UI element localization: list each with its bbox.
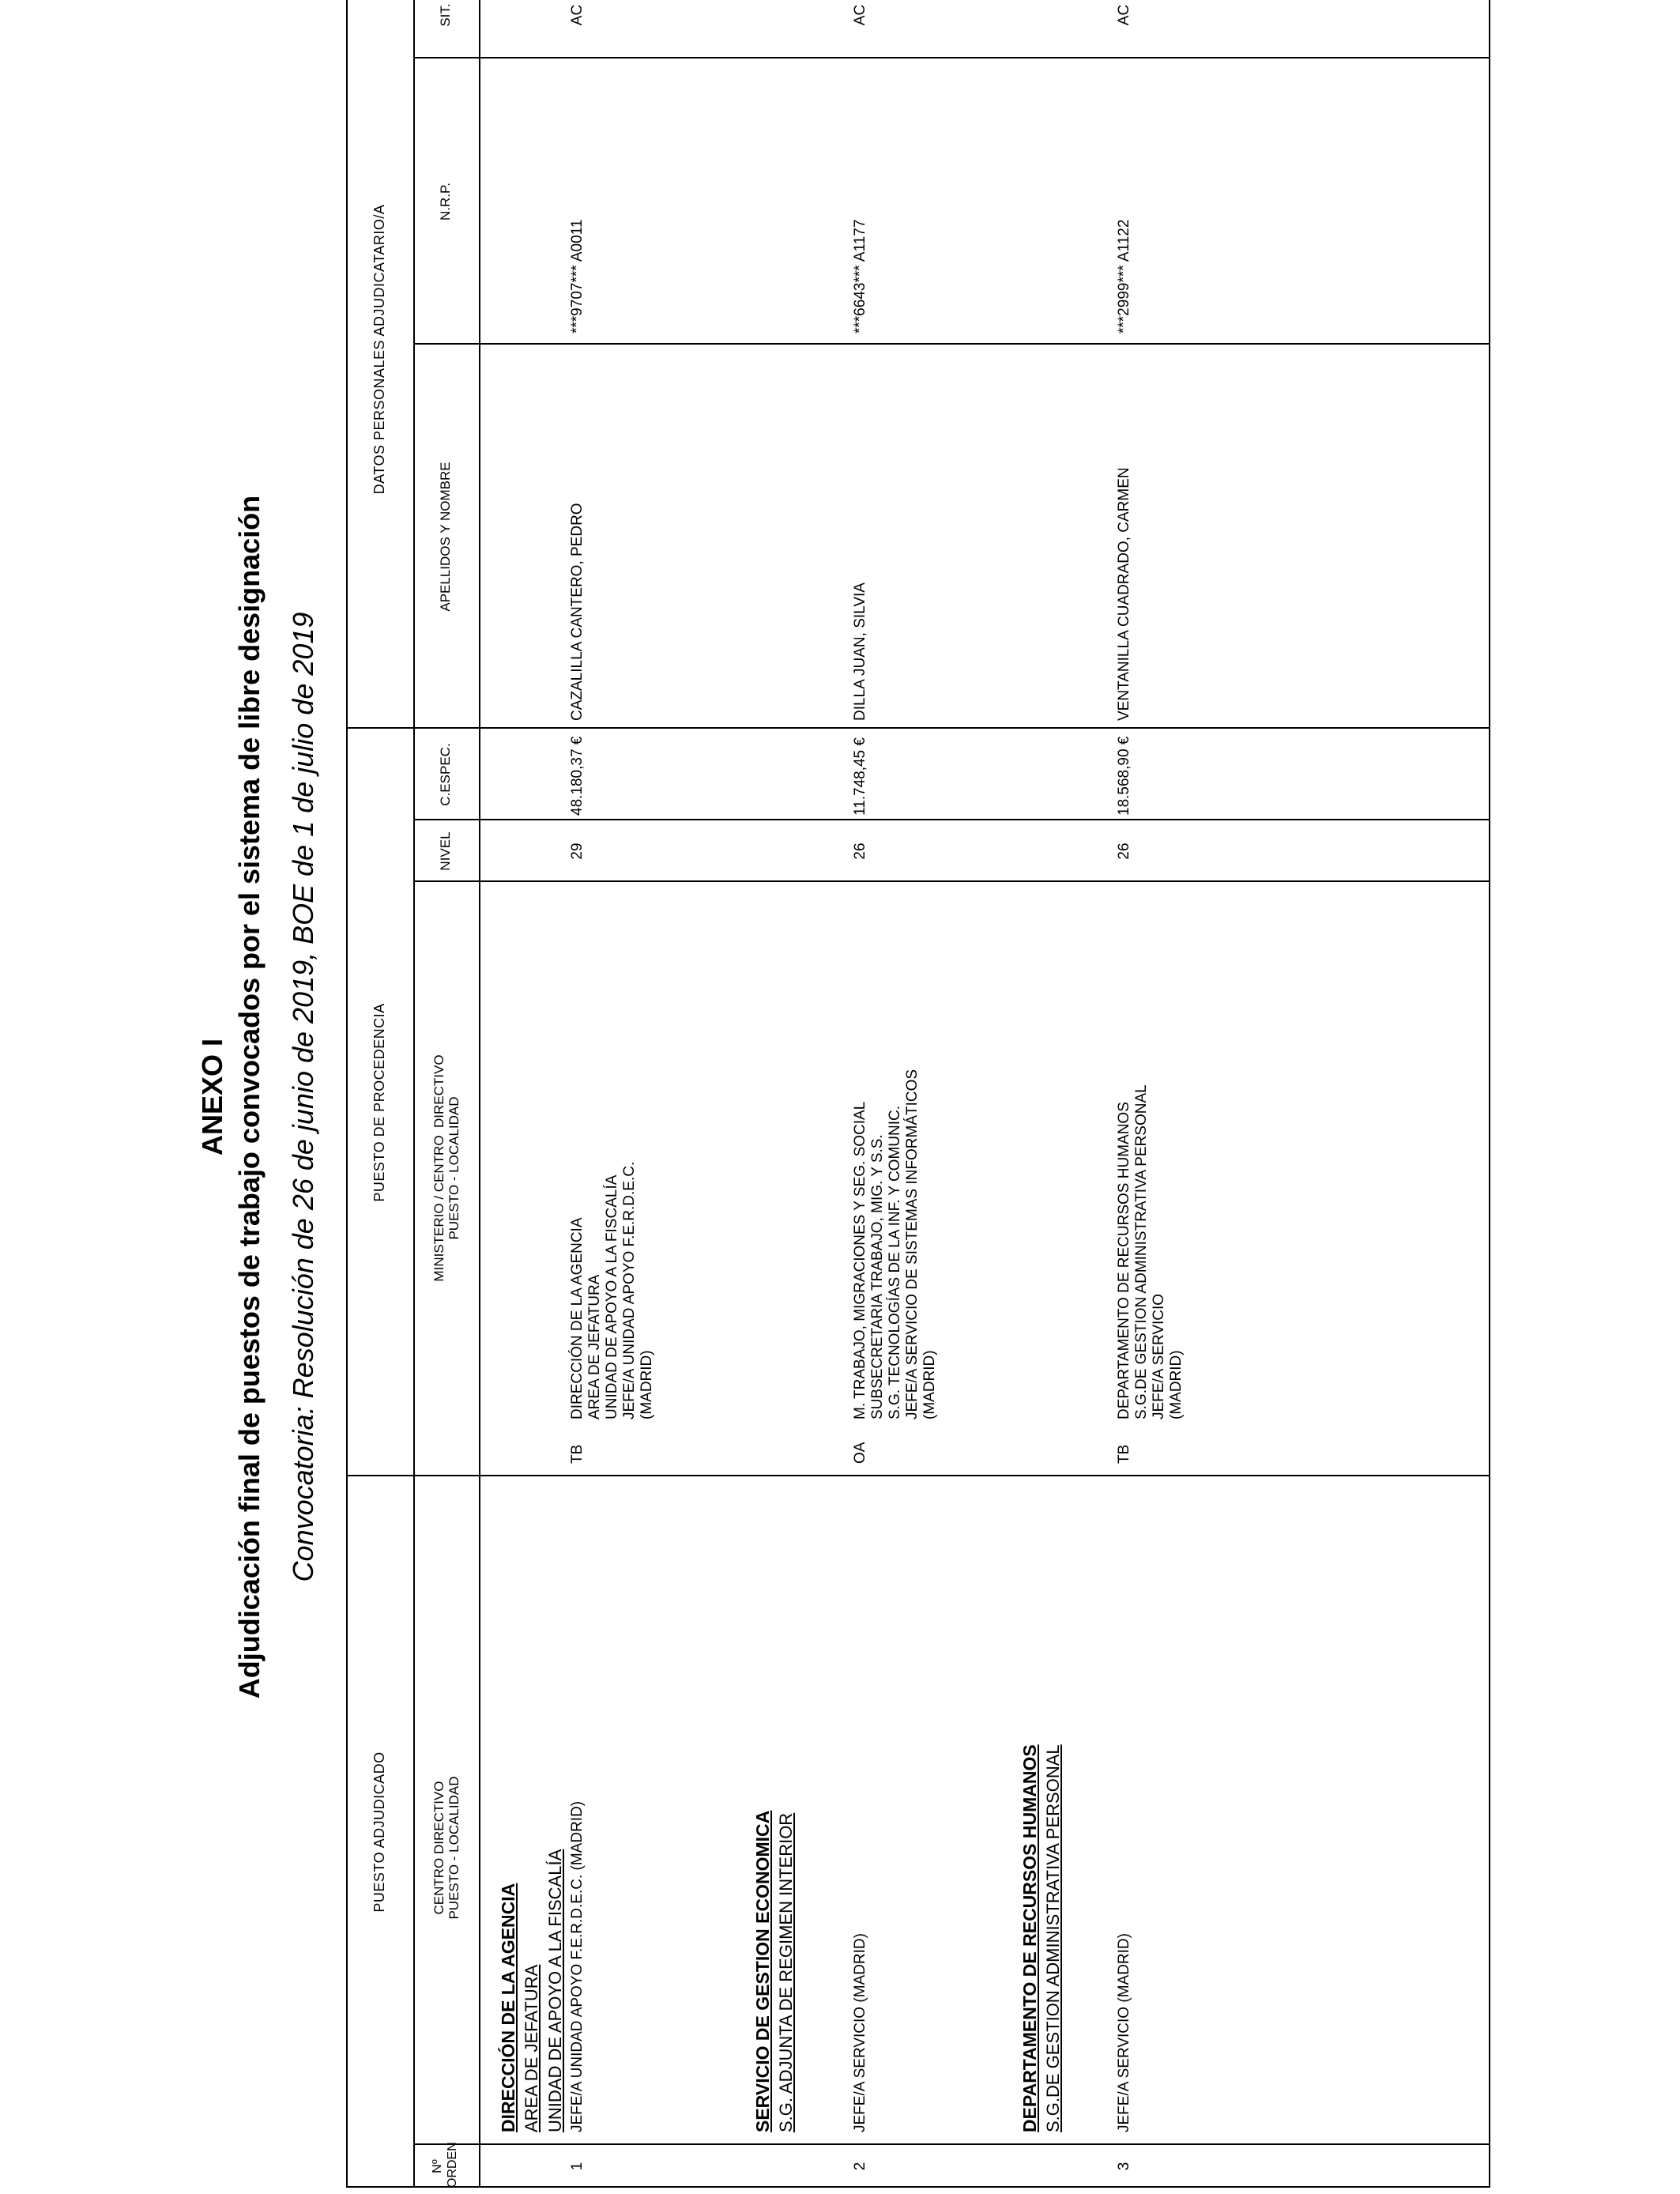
col-header-nivel: NIVEL <box>438 831 453 871</box>
row-tipo: OA <box>852 1442 868 1464</box>
unit-block-1 <box>496 1849 567 2132</box>
row-orden: 3 <box>1116 2162 1132 2171</box>
table-border-bottom <box>1489 0 1490 2188</box>
col-divider-group1 <box>346 1475 1490 1476</box>
row-nivel: 29 <box>569 843 586 860</box>
row-sit: AC <box>1116 4 1132 26</box>
row-orden: 2 <box>852 2162 868 2171</box>
row-nrp: ***6643*** A1177 <box>852 219 868 334</box>
row-sit: AC <box>569 4 586 26</box>
group-header-divider <box>413 0 415 2188</box>
row-nivel: 26 <box>852 843 868 860</box>
row-sit: AC <box>852 4 868 26</box>
row-cespec: 48.180,37 € <box>569 736 586 816</box>
unit-title: DEPARTAMENTO DE RECURSOS HUMANOS <box>1019 1744 1040 2132</box>
table-border-top <box>346 0 348 2188</box>
col-header-sit: SIT. <box>438 3 453 27</box>
row-cespec: 11.748,45 € <box>852 737 868 816</box>
col-header-apellidos: APELLIDOS Y NOMBRE <box>438 462 453 612</box>
column-header-divider <box>479 0 480 2188</box>
document-title: Adjudicación final de puestos de trabajo convocados por el sistema de libre designación <box>233 495 266 1699</box>
table-border-left <box>346 2186 1490 2188</box>
row-puesto: JEFE/A SERVICIO (MADRID) <box>1116 1933 1132 2132</box>
group-puesto-adjudicado: PUESTO ADJUDICADO <box>371 1751 387 1913</box>
row-tipo: TB <box>1116 1444 1132 1464</box>
row-puesto: JEFE/A SERVICIO (MADRID) <box>852 1933 868 2132</box>
row-procedencia: DIRECCIÓN DE LA AGENCIA AREA DE JEFATURA UNIDAD DE APOYO A LA FISCALÍA JEFE/A UNIDAD APOYO F.E.R.D.E.C. (MADRID) <box>569 1161 655 1419</box>
col-header-centro: CENTRO DIRECTIVO PUESTO - LOCALIDAD <box>431 1776 461 1920</box>
row-nivel: 26 <box>1116 843 1132 860</box>
unit-subtitle: UNIDAD DE APOYO A LA FISCALÍA <box>545 1849 565 2132</box>
col-divider-nrp <box>413 343 1490 345</box>
row-tipo: TB <box>569 1444 586 1464</box>
col-header-orden: Nº ORDEN <box>431 2142 459 2188</box>
row-nrp: ***2999*** A1122 <box>1116 219 1132 334</box>
unit-subtitle: AREA DE JEFATURA <box>522 1964 541 2132</box>
row-nrp: ***9707*** A0011 <box>569 219 586 334</box>
unit-block-3 <box>1018 1744 1065 2132</box>
col-divider-group2 <box>346 727 1490 729</box>
row-puesto: JEFE/A UNIDAD APOYO F.E.R.D.E.C. (MADRID) <box>569 1800 586 2132</box>
convocatoria-line: Convocatoria: Resolución de 26 de junio de 2019, BOE de 1 de julio de 2019 <box>287 612 319 1582</box>
row-orden: 1 <box>569 2162 586 2171</box>
unit-subtitle: S.G. ADJUNTA DE REGIMEN INTERIOR <box>776 1812 796 2132</box>
group-datos-personales: DATOS PERSONALES ADJUDICATARIO/A <box>371 204 387 495</box>
unit-title: SERVICIO DE GESTION ECONOMICA <box>752 1810 773 2132</box>
row-procedencia: DEPARTAMENTO DE RECURSOS HUMANOS S.G.DE GESTION ADMINISTRATIVA PERSONAL JEFE/A SERVICIO (MADRID) <box>1116 1084 1185 1419</box>
unit-subtitle: S.G.DE GESTION ADMINISTRATIVA PERSONAL <box>1043 1744 1063 2132</box>
adjudication-table <box>346 0 1492 2188</box>
unit-block-2 <box>751 1811 798 2132</box>
col-header-cespec: C.ESPEC. <box>438 743 453 806</box>
row-cespec: 18.568,90 € <box>1116 736 1132 816</box>
annex-heading: ANEXO I <box>196 1038 228 1156</box>
row-procedencia: M. TRABAJO, MIGRACIONES Y SEG. SOCIAL SUBSECRETARIA TRABAJO, MIG. Y S.S. S.G. TECNOLOGÍAS DE LA INF. Y COMUNIC. JEFE/A SERVICIO DE SISTEMAS INFORMÁTICOS (MADRID) <box>852 1069 938 1419</box>
row-nombre: DILLA JUAN, SILVIA <box>852 582 868 721</box>
row-nombre: CAZALILLA CANTERO, PEDRO <box>569 503 586 721</box>
row-nombre: VENTANILLA CUADRADO, CARMEN <box>1116 467 1132 721</box>
group-puesto-procedencia: PUESTO DE PROCEDENCIA <box>371 1003 387 1202</box>
col-header-nrp: N.R.P. <box>438 183 453 221</box>
unit-title: DIRECCIÓN DE LA AGENCIA <box>498 1883 518 2132</box>
col-header-ministerio: MINISTERIO / CENTRO DIRECTIVO PUESTO - LOCALIDAD <box>431 1054 461 1282</box>
